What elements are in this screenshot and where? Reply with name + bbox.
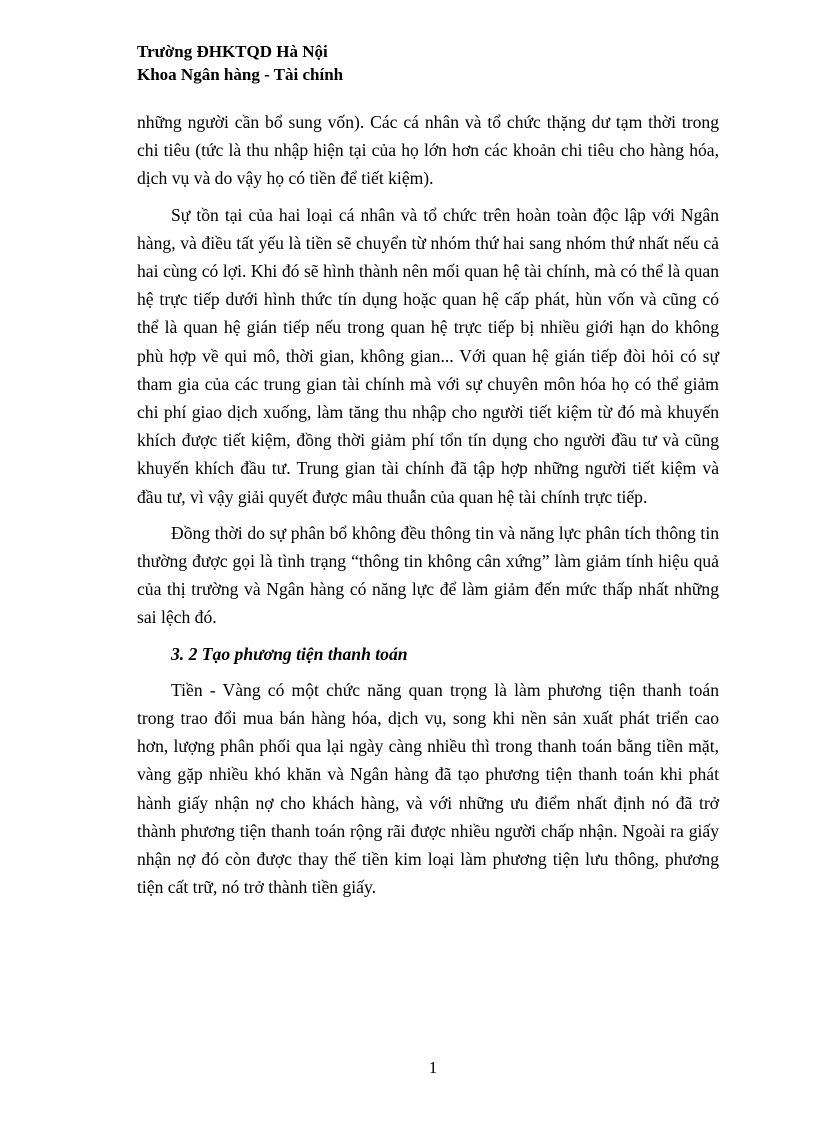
- header-university: Trường ĐHKTQD Hà Nội: [137, 42, 328, 61]
- header-faculty: Khoa Ngân hàng - Tài chính: [137, 65, 344, 84]
- paragraph-information-asymmetry: Đồng thời do sự phân bổ không đều thông tin và năng lực phân tích thông tin thường được gọi là tình trạng “thông tin không cân xứng” làm giảm tính hiệu quả của thị trường và Ngân hàng có năng lực để làm giảm đến mức thấp nhất những sai lệch đó.: [137, 522, 719, 628]
- paragraph-financial-relations: Sự tồn tại của hai loại cá nhân và tổ chức trên hoàn toàn độc lập với Ngân hàng, và điều tất yếu là tiền sẽ chuyển từ nhóm thứ hai sang nhóm thứ nhất nếu cả hai cùng có lợi. Khi đó sẽ hình thành nên mối quan hệ tài chính, mà có thể là quan hệ trực tiếp dưới hình thức tín dụng hoặc quan hệ cấp phát, hùn vốn và cũng có thể là quan hệ gián tiếp nếu trong quan hệ trực tiếp bị nhiều giới hạn do không phù hợp về qui mô, thời gian, không gian... Với quan hệ gián tiếp đòi hỏi có sự tham gia của các trung gian tài chính mà với sự chuyên môn hóa họ có thể giảm chi phí giao dịch xuống, làm tăng thu nhập cho người tiết kiệm từ đó mà khuyến khích được tiết kiệm, đồng thời giảm phí tổn tín dụng cho người đầu tư và cũng khuyến khích đầu tư. Trung gian tài chính đã tập hợp những người tiết kiệm và đầu tư, vì vậy giải quyết được mâu thuẫn của quan hệ tài chính trực tiếp.: [137, 204, 719, 507]
- section-heading: 3. 2 Tạo phương tiện thanh toán: [171, 643, 408, 664]
- page-header: [137, 40, 343, 86]
- paragraph-payment-means: Tiền - Vàng có một chức năng quan trọng là làm phương tiện thanh toán trong trao đổi mua bán hàng hóa, dịch vụ, song khi nền sản xuất phát triển cao hơn, lượng phân phối qua lại ngày càng nhiều thì trong thanh toán bằng tiền mặt, vàng gặp nhiều khó khăn và Ngân hàng đã tạo phương tiện thanh toán khi phát hành giấy nhận nợ cho khách hàng, và với những ưu điểm nhất định nó đã trở thành phương tiện thanh toán rộng rãi được nhiều người chấp nhận. Ngoài ra giấy nhận nợ đó còn được thay thế tiền kim loại làm phương tiện lưu thông, phương tiện cất trữ, nó trở thành tiền giấy.: [137, 679, 719, 898]
- document-body: [137, 108, 719, 901]
- page-number: 1: [428, 1058, 438, 1077]
- paragraph-continuation: những người cần bổ sung vốn). Các cá nhân và tổ chức thặng dư tạm thời trong chi tiêu (tức là thu nhập hiện tại của họ lớn hơn các khoản chi tiêu cho hàng hóa, dịch vụ và do vậy họ có tiền để tiết kiệm).: [137, 112, 719, 189]
